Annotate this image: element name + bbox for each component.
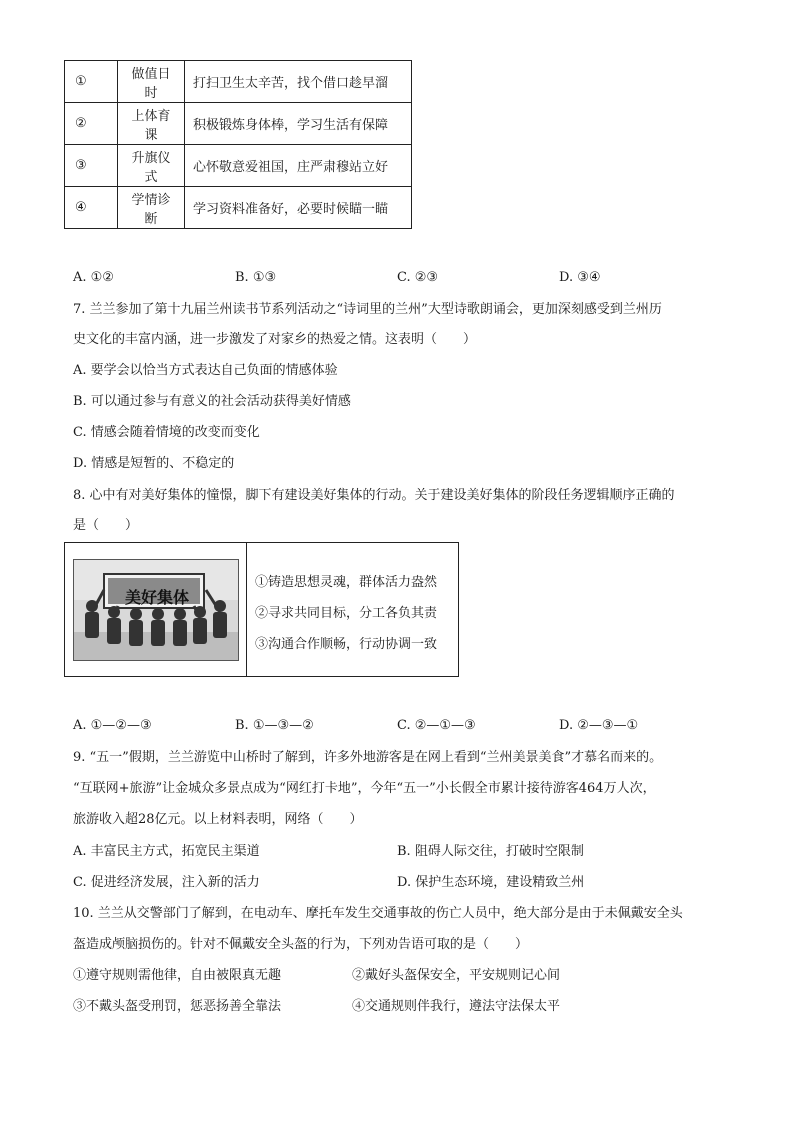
q7-option-a[interactable]: A. 要学会以恰当方式表达自己负面的情感体验: [73, 363, 338, 378]
behavior-table: [64, 60, 412, 229]
q8-figure-box: [64, 542, 459, 677]
q8-option-b[interactable]: B. ①—③—②: [235, 718, 314, 733]
row-number: ③: [65, 145, 118, 187]
table-row: [65, 145, 412, 187]
sign-text: 美好集体: [124, 588, 189, 607]
row-description: 心怀敬意爱祖国，庄严肃穆站立好: [185, 145, 412, 187]
q8-task-item: ①铸造思想灵魂，群体活力盎然: [255, 575, 438, 590]
q10-statement-2[interactable]: ②戴好头盔保安全，平安规则记心间: [352, 968, 561, 983]
q7-stem-line2: 史文化的丰富内涵，进一步激发了对家乡的热爱之情。这表明（ ）: [73, 332, 477, 347]
q9-option-d[interactable]: D. 保护生态环境，建设精致兰州: [397, 875, 585, 890]
row-event: 上体育课: [118, 103, 185, 145]
team-holding-sign-image: [74, 560, 238, 660]
q6-option-c[interactable]: C. ②③: [397, 270, 439, 285]
q6-option-a[interactable]: A. ①②: [73, 270, 114, 285]
q8-task-item: ②寻求共同目标，分工各负其责: [255, 606, 438, 621]
q10-stem-line1: 10. 兰兰从交警部门了解到，在电动车、摩托车发生交通事故的伤亡人员中，绝大部分是由于未佩戴安全头: [73, 906, 683, 921]
q9-stem-line2: “互联网+旅游”让金城众多景点成为“网红打卡地”，今年“五一”小长假全市累计接待游客464万人次，: [73, 781, 656, 796]
row-description: 学习资料准备好，必要时候瞄一瞄: [185, 187, 412, 229]
q8-task-list: [255, 567, 437, 660]
row-event: 学情诊断: [118, 187, 185, 229]
q6-option-d[interactable]: D. ③④: [559, 270, 601, 285]
q6-option-b[interactable]: B. ①③: [235, 270, 277, 285]
q9-option-a[interactable]: A. 丰富民主方式，拓宽民主渠道: [73, 844, 260, 859]
q10-stem-line2: 盔造成颅脑损伤的。针对不佩戴安全头盔的行为，下列劝告语可取的是（ ）: [73, 937, 529, 952]
q8-stem-line1: 8. 心中有对美好集体的憧憬，脚下有建设美好集体的行动。关于建设美好集体的阶段任务逻辑顺序正确的: [73, 488, 675, 503]
q10-statement-1[interactable]: ①遵守规则需他律，自由被限真无趣: [73, 968, 282, 983]
table-row: [65, 61, 412, 103]
row-event: 升旗仪式: [118, 145, 185, 187]
table-row: [65, 103, 412, 145]
q7-option-d[interactable]: D. 情感是短暂的、不稳定的: [73, 456, 235, 471]
q7-stem-line1: 7. 兰兰参加了第十九届兰州读书节系列活动之“诗词里的兰州”大型诗歌朗诵会，更加深刻感受到兰州历: [73, 302, 662, 317]
q8-stem-line2: 是（ ）: [73, 518, 139, 533]
q7-option-b[interactable]: B. 可以通过参与有意义的社会活动获得美好情感: [73, 394, 351, 409]
q8-option-d[interactable]: D. ②—③—①: [559, 718, 639, 733]
collective-illustration: [73, 559, 239, 661]
row-event: 做值日时: [118, 61, 185, 103]
q10-statement-3[interactable]: ③不戴头盔受刑罚，惩恶扬善全靠法: [73, 999, 282, 1014]
box-divider: [246, 543, 247, 676]
q10-statement-4[interactable]: ④交通规则伴我行，遵法守法保太平: [352, 999, 561, 1014]
q9-stem-line1: 9. “五一”假期，兰兰游览中山桥时了解到，许多外地游客是在网上看到“兰州美景美食”才慕名而来的。: [73, 750, 663, 765]
table-row: [65, 187, 412, 229]
row-number: ④: [65, 187, 118, 229]
row-description: 打扫卫生太辛苦，找个借口趁早溜: [185, 61, 412, 103]
row-number: ②: [65, 103, 118, 145]
row-description: 积极锻炼身体棒，学习生活有保障: [185, 103, 412, 145]
q8-option-c[interactable]: C. ②—①—③: [397, 718, 476, 733]
q8-task-item: ③沟通合作顺畅，行动协调一致: [255, 637, 438, 652]
q9-option-c[interactable]: C. 促进经济发展，注入新的活力: [73, 875, 260, 890]
q7-option-c[interactable]: C. 情感会随着情境的改变而变化: [73, 425, 260, 440]
q8-option-a[interactable]: A. ①—②—③: [73, 718, 152, 733]
row-number: ①: [65, 61, 118, 103]
q9-option-b[interactable]: B. 阻碍人际交往，打破时空限制: [397, 844, 584, 859]
q9-stem-line3: 旅游收入超28亿元。以上材料表明，网络（ ）: [73, 812, 363, 827]
